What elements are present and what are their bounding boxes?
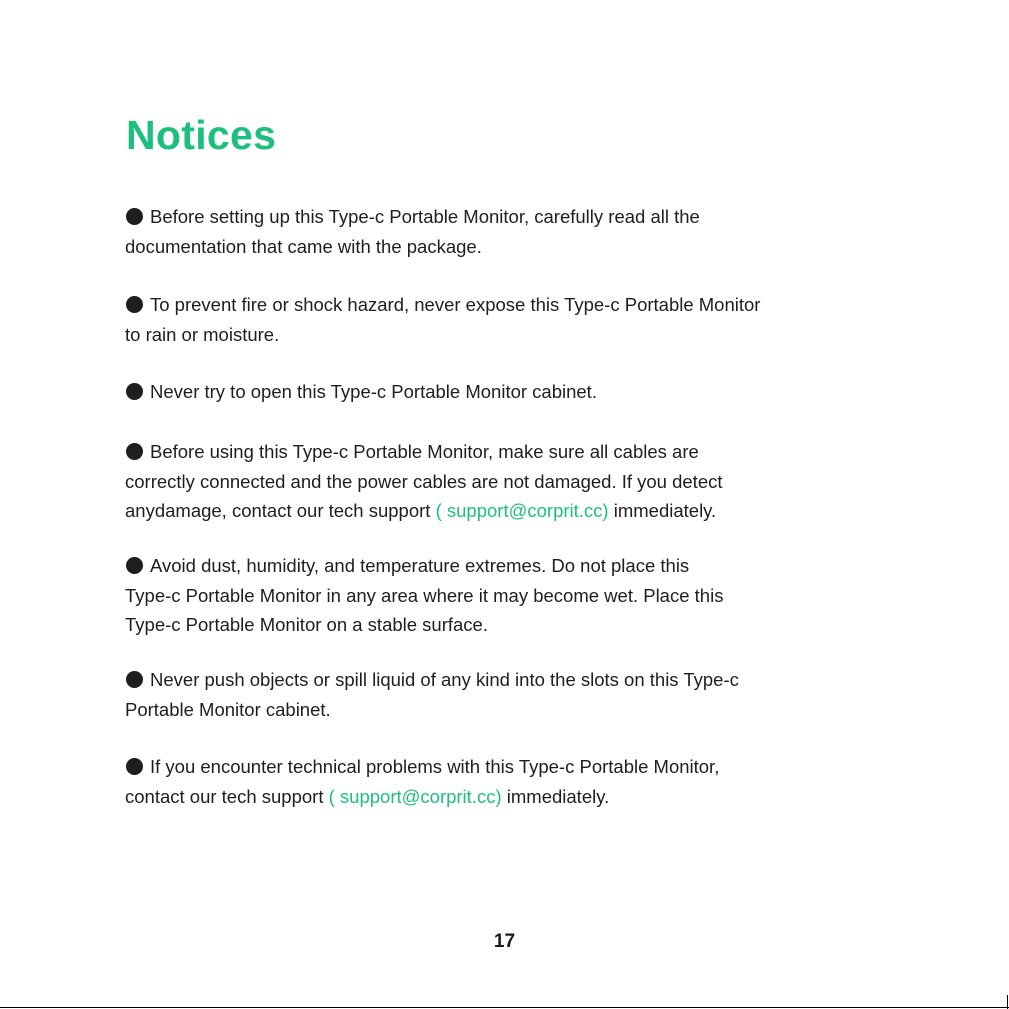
- crop-mark-right: [1007, 995, 1008, 1009]
- notice-line: to rain or moisture.: [125, 323, 280, 345]
- bullet-icon: [126, 557, 143, 574]
- page-number: 17: [493, 931, 516, 952]
- notice-item: [125, 752, 925, 811]
- notice-item: [125, 437, 925, 526]
- bullet-icon: [126, 671, 143, 688]
- notice-line: anydamage, contact our tech support: [125, 500, 436, 521]
- notice-line: correctly connected and the power cables are not damaged. If you detect: [125, 470, 723, 492]
- notice-line: Before setting up this Type-c Portable Monitor, carefully read all the: [150, 206, 700, 227]
- notice-line: Never push objects or spill liquid of any kind into the slots on this Type-c: [150, 669, 739, 690]
- notice-line: To prevent fire or shock hazard, never expose this Type-c Portable Monitor: [150, 294, 761, 315]
- bullet-icon: [126, 296, 143, 313]
- notice-line: Avoid dust, humidity, and temperature extremes. Do not place this: [150, 555, 690, 576]
- bullet-icon: [126, 208, 143, 225]
- bullet-icon: [126, 383, 143, 400]
- notice-item: [125, 202, 925, 261]
- support-email-link[interactable]: ( support@corprit.cc): [435, 500, 609, 521]
- notice-line: contact our tech support: [125, 785, 329, 807]
- notice-item: [125, 665, 925, 724]
- bullet-icon: [126, 443, 143, 460]
- notice-item: [125, 377, 925, 407]
- notice-line: If you encounter technical problems with this Type-c Portable Monitor,: [150, 756, 720, 777]
- support-email-link[interactable]: ( support@corprit.cc): [328, 785, 502, 807]
- crop-mark-bottom: [0, 1007, 1009, 1008]
- notice-line-end: immediately.: [608, 500, 717, 521]
- page-title: Notices: [126, 112, 277, 158]
- notice-line: Portable Monitor cabinet.: [125, 698, 331, 720]
- notice-line: Never try to open this Type-c Portable Monitor cabinet.: [150, 381, 597, 402]
- notice-line-end: immediately.: [501, 785, 610, 807]
- notice-item: [125, 290, 925, 349]
- notice-item: [125, 551, 925, 640]
- notice-line: documentation that came with the package.: [125, 235, 482, 257]
- bullet-icon: [126, 758, 143, 775]
- notice-line: Type-c Portable Monitor on a stable surface.: [125, 614, 488, 635]
- notice-line: Type-c Portable Monitor in any area where it may become wet. Place this: [125, 584, 724, 606]
- notice-line: Before using this Type-c Portable Monitor, make sure all cables are: [150, 441, 699, 462]
